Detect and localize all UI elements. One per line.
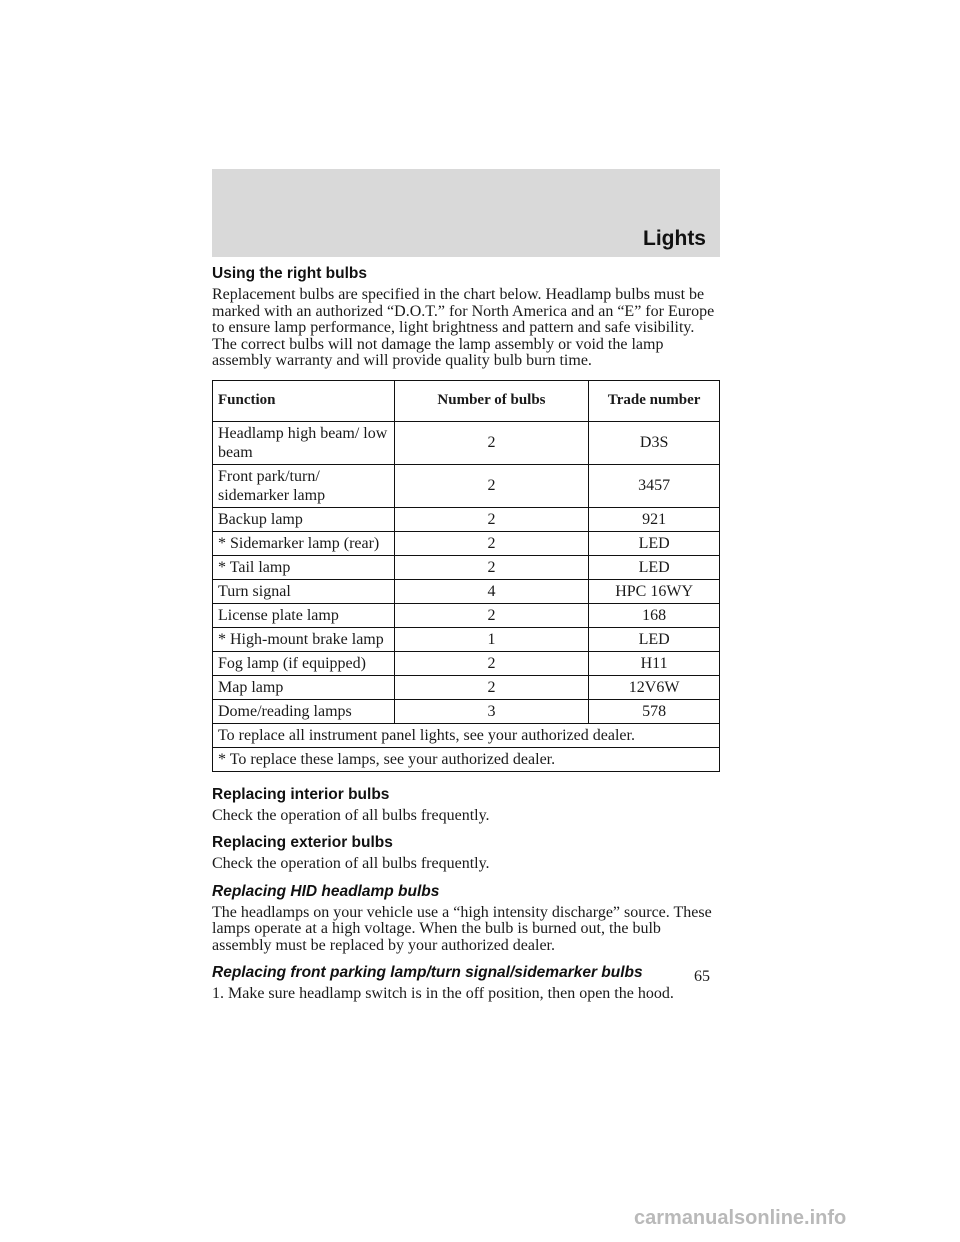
- cell-trade-number: 578: [589, 699, 720, 723]
- table-row: [213, 579, 720, 603]
- paragraph-hid-bulbs: The headlamps on your vehicle use a “high intensity discharge” source. These lamps operate at a high voltage. When the bulb is burned out, the bulb assembly must be replaced by your authorized dealer.: [212, 903, 712, 954]
- table-row: [213, 651, 720, 675]
- table-row: [213, 555, 720, 579]
- table-note-row: [213, 723, 720, 747]
- table-row: [213, 464, 720, 507]
- cell-trade-number: H11: [589, 651, 720, 675]
- chapter-header-band: [212, 169, 720, 257]
- table-row: [213, 603, 720, 627]
- bulb-table: [212, 380, 720, 772]
- page-number: 65: [694, 968, 710, 985]
- cell-number-of-bulbs: 4: [394, 579, 589, 603]
- cell-number-of-bulbs: 2: [394, 531, 589, 555]
- table-note: To replace all instrument panel lights, see your authorized dealer.: [213, 723, 720, 747]
- cell-function: * Tail lamp: [213, 555, 395, 579]
- cell-trade-number: 3457: [589, 464, 720, 507]
- table-row: [213, 421, 720, 464]
- cell-trade-number: 921: [589, 507, 720, 531]
- heading-interior-bulbs: Replacing interior bulbs: [212, 785, 390, 803]
- cell-function: Front park/turn/ sidemarker lamp: [213, 464, 395, 507]
- watermark: carmanualsonline.info: [634, 1207, 847, 1229]
- table-note: * To replace these lamps, see your authorized dealer.: [213, 747, 720, 771]
- paragraph-right-bulbs: Replacement bulbs are specified in the chart below. Headlamp bulbs must be marked with an authorized “D.O.T.” for North America and an “E” for Europe to ensure lamp performance, light brightness and pattern and safe visibility. The correct bulbs will not damage the lamp assembly or void the lamp assembly warranty and will provide quality bulb burn time.: [212, 286, 715, 369]
- cell-number-of-bulbs: 2: [394, 603, 589, 627]
- table-row: [213, 675, 720, 699]
- cell-function: Headlamp high beam/ low beam: [213, 421, 395, 464]
- cell-number-of-bulbs: 2: [394, 421, 589, 464]
- header-trade-number: Trade number: [589, 380, 720, 421]
- cell-function: * Sidemarker lamp (rear): [213, 531, 395, 555]
- header-function: Function: [213, 380, 395, 421]
- cell-trade-number: 168: [589, 603, 720, 627]
- cell-function: * High-mount brake lamp: [213, 627, 395, 651]
- chapter-title: Lights: [643, 227, 706, 250]
- cell-trade-number: HPC 16WY: [589, 579, 720, 603]
- cell-trade-number: 12V6W: [589, 675, 720, 699]
- table-note-row: [213, 747, 720, 771]
- table-row: [213, 699, 720, 723]
- table-row: [213, 507, 720, 531]
- heading-right-bulbs: Using the right bulbs: [212, 265, 367, 282]
- cell-number-of-bulbs: 2: [394, 675, 589, 699]
- header-number-of-bulbs: Number of bulbs: [394, 380, 589, 421]
- cell-number-of-bulbs: 2: [394, 464, 589, 507]
- cell-function: Backup lamp: [213, 507, 395, 531]
- paragraph-interior-bulbs: Check the operation of all bulbs frequently.: [212, 806, 490, 824]
- step-1: 1. Make sure headlamp switch is in the off position, then open the hood.: [212, 985, 674, 1002]
- cell-trade-number: LED: [589, 555, 720, 579]
- bulb-table-header-row: [213, 380, 720, 421]
- cell-trade-number: D3S: [589, 421, 720, 464]
- bulb-table-body: [213, 421, 720, 723]
- heading-hid-bulbs: Replacing HID headlamp bulbs: [212, 882, 440, 900]
- cell-function: License plate lamp: [213, 603, 395, 627]
- cell-function: Map lamp: [213, 675, 395, 699]
- cell-number-of-bulbs: 2: [394, 555, 589, 579]
- paragraph-exterior-bulbs: Check the operation of all bulbs frequently.: [212, 855, 490, 872]
- cell-number-of-bulbs: 2: [394, 651, 589, 675]
- cell-number-of-bulbs: 3: [394, 699, 589, 723]
- cell-number-of-bulbs: 2: [394, 507, 589, 531]
- heading-front-parking-bulbs: Replacing front parking lamp/turn signal/sidemarker bulbs: [212, 964, 643, 981]
- cell-trade-number: LED: [589, 531, 720, 555]
- table-row: [213, 531, 720, 555]
- cell-function: Dome/reading lamps: [213, 699, 395, 723]
- heading-exterior-bulbs: Replacing exterior bulbs: [212, 834, 393, 851]
- cell-number-of-bulbs: 1: [394, 627, 589, 651]
- cell-trade-number: LED: [589, 627, 720, 651]
- cell-function: Fog lamp (if equipped): [213, 651, 395, 675]
- table-row: [213, 627, 720, 651]
- cell-function: Turn signal: [213, 579, 395, 603]
- page-content: [212, 265, 720, 1013]
